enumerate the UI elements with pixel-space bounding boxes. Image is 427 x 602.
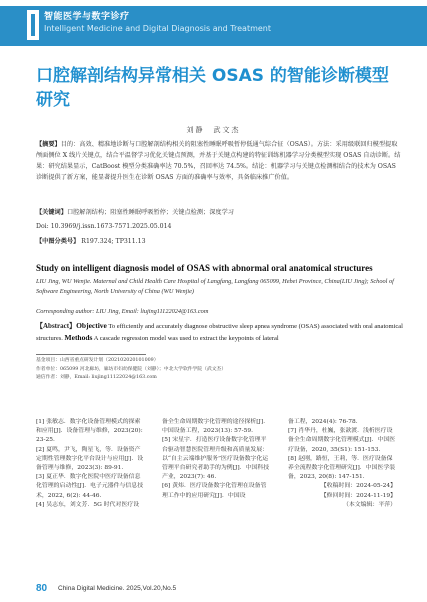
references: [36, 418, 396, 576]
abstract-en: [36, 320, 411, 342]
abstract-cn-label: 【摘要】: [36, 141, 61, 148]
received-date: 【收稿时间：2024-05-24】: [320, 483, 396, 490]
footnote-funding: 基金项目：山西省重点研发计划（202102020101009）: [36, 358, 159, 363]
footnote-divider: [36, 354, 146, 355]
abstract-en-methods-label: Methods: [64, 333, 93, 342]
journal-name-en: Intelligent Medicine and Digital Diagnosis and Treatment: [44, 24, 271, 33]
doi: Doi: 10.3969/j.issn.1673-7571.2025.05.014: [36, 223, 172, 230]
keywords-cn-label: 【关键词】: [36, 209, 67, 216]
abstract-en-methods: A cascade regression model was used to extract the keypoints of lateral: [93, 335, 279, 342]
references-column-1: [36, 418, 144, 510]
keywords-cn-text: 口腔解剖结构；阻塞性睡眠呼吸暂停；关键点检测；深度学习: [66, 209, 234, 216]
classification-cn-text: R197.324; TP311.13: [81, 238, 146, 245]
footer-journal: China Digital Medicine. 2025,Vol.20,No.5: [58, 585, 177, 592]
reference-item: [2] 夏鸣，尹飞，陶星飞，等．设备资产定期性管理数字化平台设计与应用[J]．设备管理与维修，2023(3): 89-91.: [36, 446, 144, 472]
abstract-cn-text: 目的：高效、精准地诊断与口腔解剖结构相关的阻塞性睡眠呼吸暂停低通气综合征（OSAS）。方法：采用级联回归模型提取颅面侧位 X 线片关键点，结合平温督学习优化关键点预测，并基于关键点构建的特征训练机器学习分类模型实现 OSAS 自动诊断。结果：研究结果显示，CatBoost 模型分类准确率达 70.5%，召回率达 74.5%。结论：机器学习与关键点检测相结合的技术为 OSAS 诊断提供了新方案，能显著提升医生在诊断 OSAS 方面的准确率与效率，具备临床推广价值。: [36, 141, 401, 181]
abstract-en-label: 【Abstract】: [36, 322, 77, 330]
revised-date: 【修回时间：2024-11-19】: [320, 492, 396, 499]
journal-logo-stroke: [31, 14, 35, 36]
abstract-cn: [36, 139, 401, 197]
classification-cn-label: 【中图分类号】: [36, 238, 80, 245]
reference-item: [5] 宋星宇．打造医疗设备数字化管理平台驱动智慧医院管理升级和高质量发展：以“自主云端维护服务”医疗设备数字化运管理平台研究者助手的为例[J]．中国科技产业，2023(7): 46.: [162, 437, 270, 481]
page-number: 80: [36, 583, 48, 594]
reference-item: [4] 吴志东，刘文芳．5G 时代对医疗设: [36, 501, 140, 508]
classification-cn: [36, 236, 401, 247]
footnote-affiliation: 作者单位：065099 河北廊坊，廊坊市妇幼保健院（刘静）；中北大学软件学院（武文杰）: [36, 366, 227, 372]
journal-name-cn: 智能医学与数字诊疗: [44, 12, 130, 22]
references-column-3: [288, 418, 396, 510]
article-title: 口腔解剖结构异常相关 OSAS 的智能诊断模型研究: [36, 66, 389, 110]
footnotes: [36, 357, 401, 383]
reference-item: [3] 夏正华．数字化医院中医疗设备信息化管理的启动性[J]．电子元器件与信息技术，2022, 6(2): 44-46.: [36, 474, 144, 499]
reference-item: [1] 张敏志．数字化设备管理模式的探索和应用[J]．设备管理与维修，2023(20): 23-25.: [36, 419, 143, 444]
reference-item: [7] 肖华丹，杜巍，张歆渡．浅析医疗设备全生命周期数字化管理模式[J]．中国医疗设备，2020, 35(S1): 151-153.: [288, 428, 396, 453]
reference-item: 备工程，2024(4): 76-78.: [288, 419, 358, 425]
reference-item: [6] 黄炜．医疗设备数字化管理在设备管理工作中的应用研究[J]．中国设: [162, 483, 267, 499]
abstract-en-objective: To efficiently and accurately diagnose obstructive sleep apnea syndrome (OSAS) associated with oral anatomical structures.: [36, 323, 403, 342]
references-column-2: [162, 418, 270, 501]
reference-item: [8] 赵刚，路恒，王莉，等．医疗设备保养全流程数字化管理研究[J]．中国医学装备，2023, 20(8): 147-151.: [288, 455, 396, 481]
article-title-en: Study on intelligent diagnosis model of OSAS with abnormal oral anatomical structures: [36, 263, 373, 273]
reference-item: 备全生命周期数字化管理的途径探析[J]．中国设备工程，2023(13): 57-59.: [162, 419, 270, 435]
footnote-correspondence: 通信作者：刘静，Email: liujing11122024@163.com: [36, 375, 157, 380]
keywords-cn: [36, 207, 401, 218]
authors-en: LIU Jing, WU Wenjie. Maternal and Child Health Care Hospital of Langfang, Langfang 065099, Hebei Province, China(LIU Jing); School of Software Engineering, North University of China (WU Wenjie): [36, 278, 394, 295]
article-authors: 刘静 武文杰: [186, 126, 241, 134]
corresponding-author-en: Corresponding author: LIU Jing, Email: liujing11122024@163.com: [36, 308, 209, 315]
abstract-en-objective-label: Objective: [76, 321, 107, 330]
editor-note: （本文编辑：平萍）: [342, 501, 396, 508]
